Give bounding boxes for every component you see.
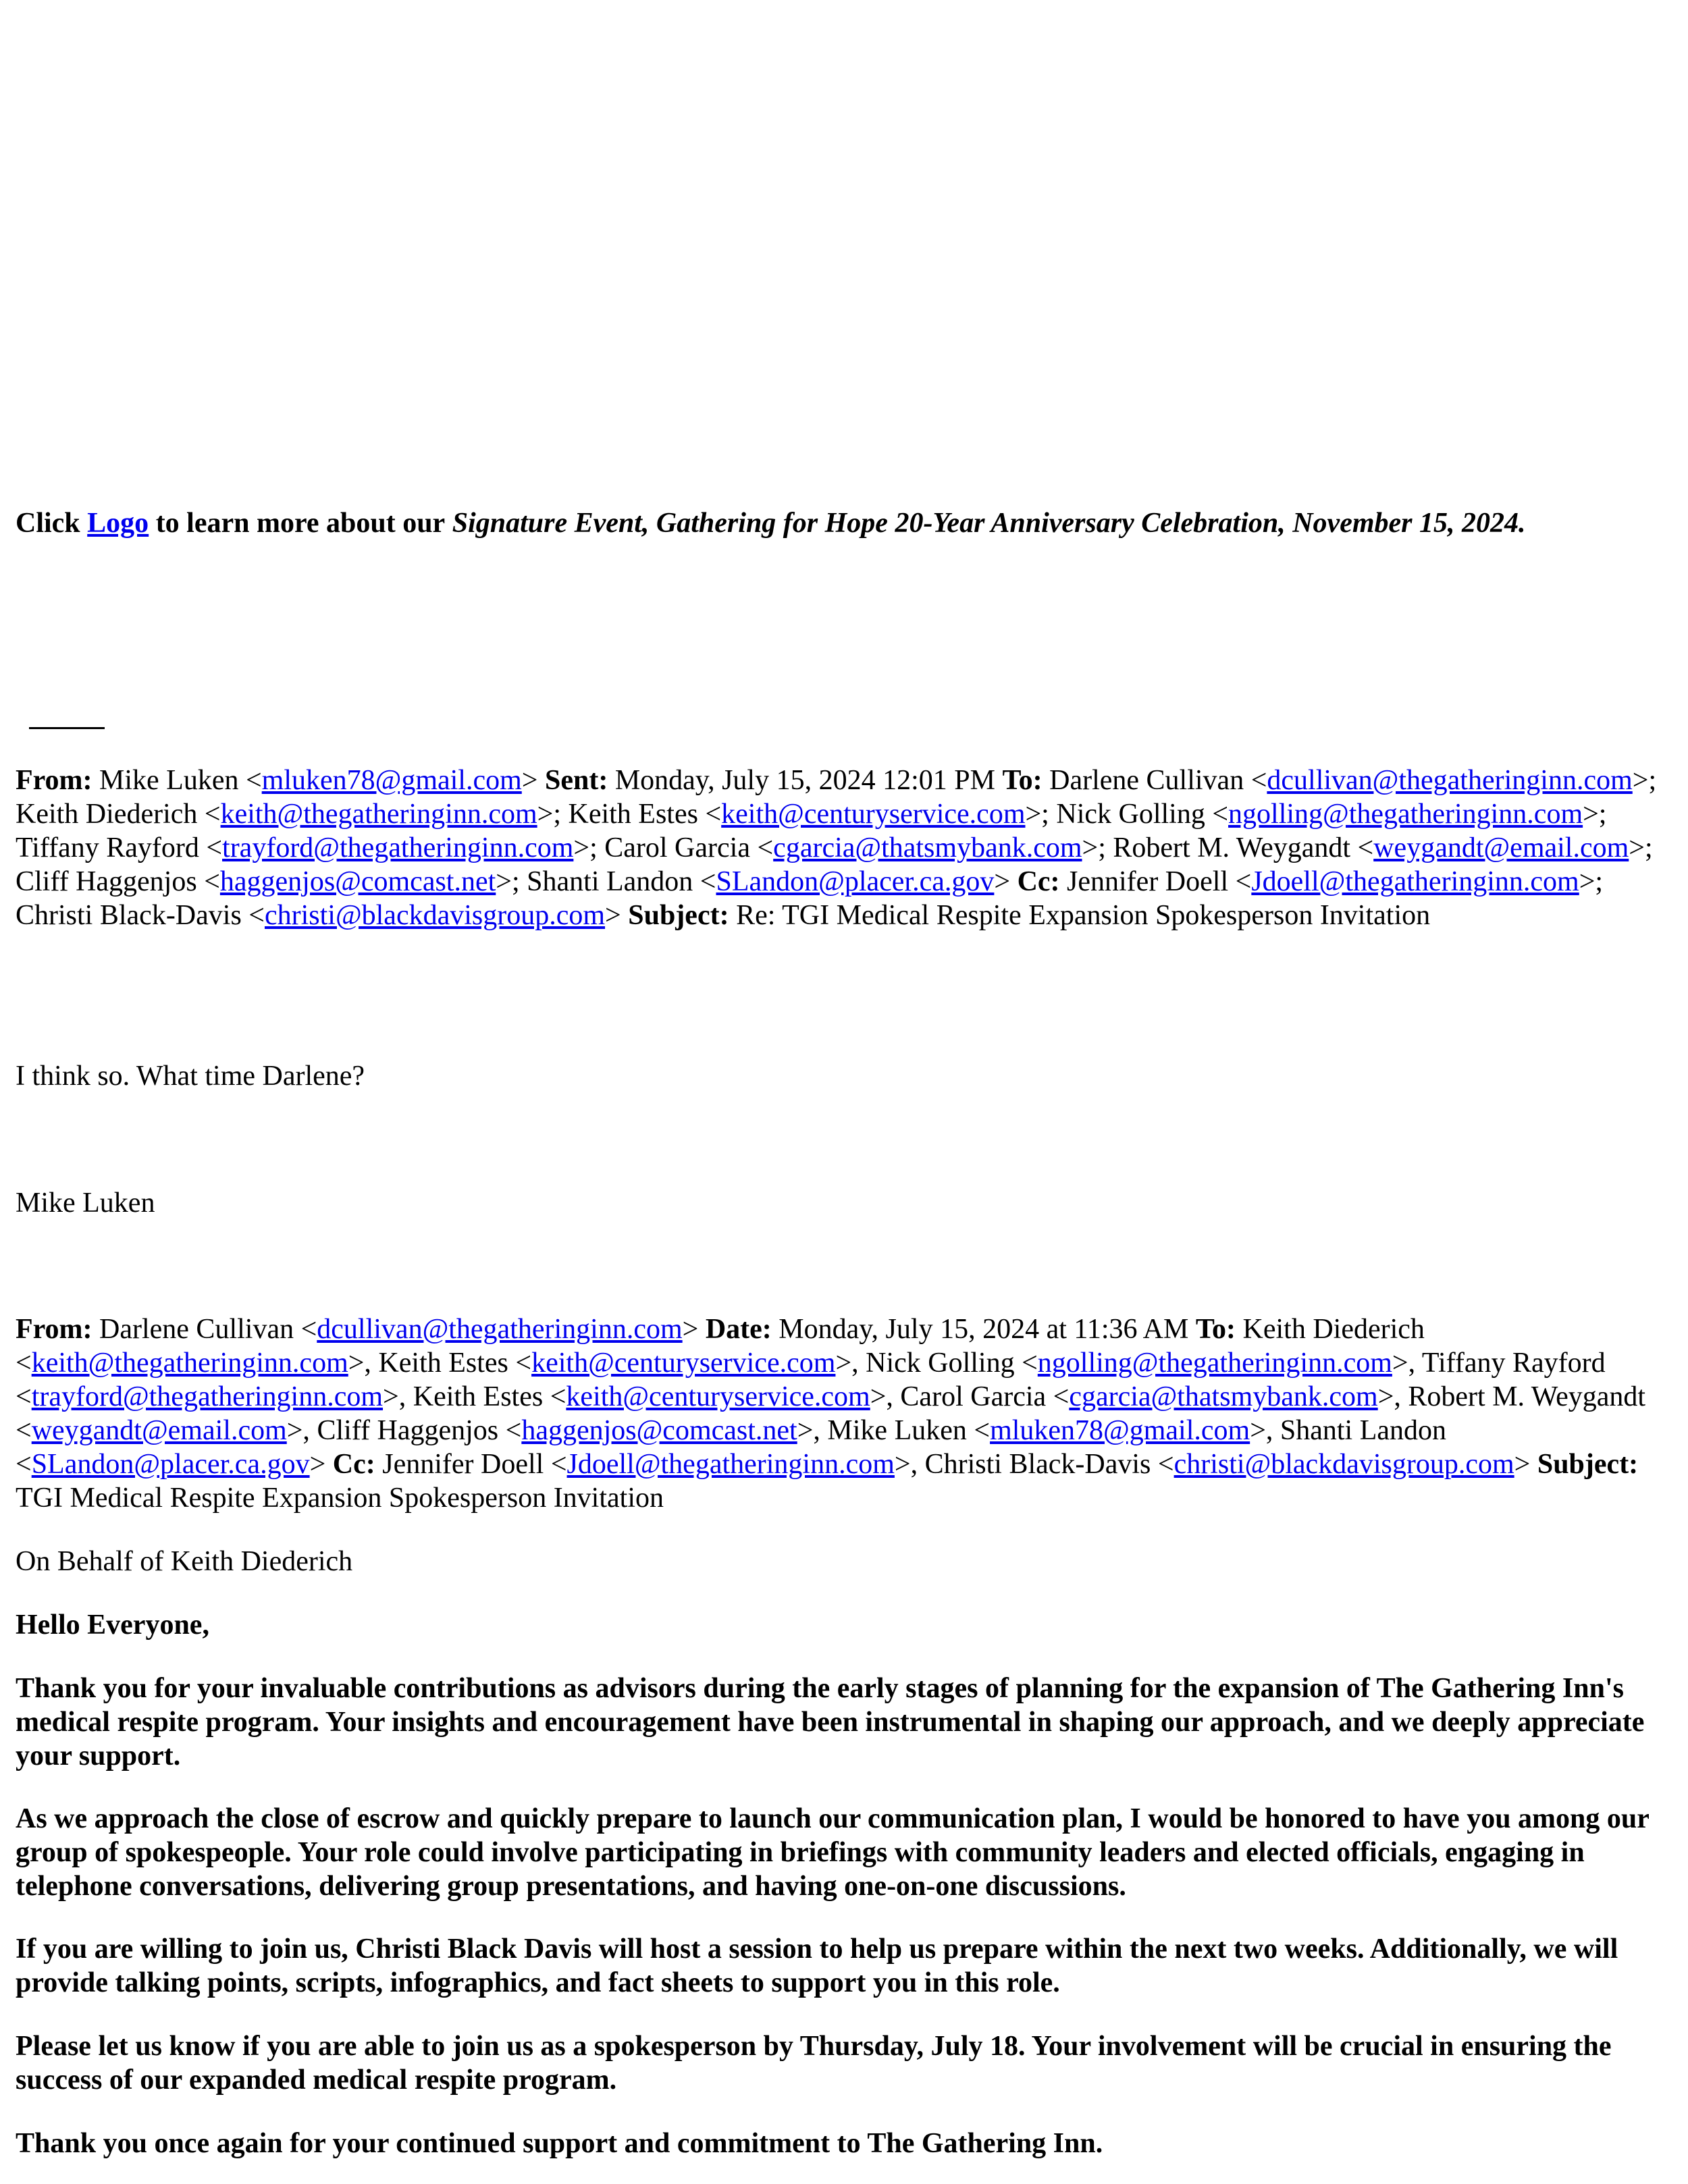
click-prefix: Click (16, 508, 80, 539)
recipient-email-link[interactable]: haggenjos@comcast.net (521, 1415, 797, 1446)
reply-body-text: I think so. What time Darlene? (16, 1061, 365, 1092)
from-label: From: (16, 1314, 93, 1345)
body-paragraph: As we approach the close of escrow and quickly prepare to launch our communication plan, I would be honored to have you among our group of spokespeople. Your role could involve participating in briefings with community leaders and elected officials, engaging in telephone conversations, delivering group presentations, and having one-on-one discussions. (16, 1803, 1650, 1902)
recipient-email-link[interactable]: weygandt@email.com (1373, 832, 1629, 863)
cc-email-link[interactable]: christi@blackdavisgroup.com (1173, 1449, 1514, 1480)
recipient: Mike Luken <mluken78@gmail.com>, (827, 1415, 1273, 1446)
cc-label: Cc: (332, 1449, 375, 1480)
recipient: Keith Estes <keith@centuryservice.com>, (413, 1381, 893, 1412)
body-paragraph: Please let us know if you are able to join us as a spokesperson by Thursday, July 18. Your involvement will be crucial in ensuring the success of our expanded medical respite program. (16, 2031, 1612, 2096)
recipient: Keith Estes <keith@centuryservice.com>, (378, 1348, 859, 1379)
subject-value: TGI Medical Respite Expansion Spokesperson Invitation (16, 1483, 664, 1514)
recipient-email-link[interactable]: trayford@thegatheringinn.com (222, 832, 574, 863)
recipient-email-link[interactable]: keith@centuryservice.com (531, 1348, 836, 1379)
recipient: Darlene Cullivan <dcullivan@thegatheringinn.com>; (1049, 765, 1657, 796)
cc-recipients (382, 1449, 1537, 1480)
logo-link[interactable]: Logo (87, 508, 149, 539)
cc-recipient: Christi Black-Davis <christi@blackdavisgroup.com> (924, 1449, 1531, 1480)
cc-email-link[interactable]: Jdoell@thegatheringinn.com (1251, 866, 1579, 897)
cc-recipient: Christi Black-Davis <christi@blackdavisgroup.com> (16, 900, 621, 931)
recipient: Nick Golling <ngolling@thegatheringinn.com>, (866, 1348, 1416, 1379)
recipient: Nick Golling <ngolling@thegatheringinn.com>; (1056, 799, 1607, 830)
to-label: To: (1195, 1314, 1236, 1345)
recipient: Carol Garcia <cgarcia@thatsmybank.com>, (900, 1381, 1401, 1412)
date-value: Monday, July 15, 2024 at 11:36 AM (779, 1314, 1189, 1345)
body-paragraph: If you are willing to join us, Christi Black Davis will host a session to help us prepare within the next two weeks. Additionally, we will provide talking points, scripts, infographics, and fact sheets to support you in this role. (16, 1934, 1618, 1998)
recipient-email-link[interactable]: haggenjos@comcast.net (219, 866, 496, 897)
event-middle-text: to learn more about our (155, 508, 446, 539)
event-signature-line (16, 506, 1677, 540)
cc-email-link[interactable]: christi@blackdavisgroup.com (264, 900, 606, 931)
recipient-email-link[interactable]: trayford@thegatheringinn.com (31, 1381, 384, 1412)
subject-label: Subject: (628, 900, 729, 931)
recipient: Keith Diederich <keith@thegatheringinn.com>, (16, 1314, 1425, 1379)
reply-signature: Mike Luken (16, 1188, 155, 1219)
from-email-link[interactable]: mluken78@gmail.com (261, 765, 522, 796)
recipient-email-link[interactable]: mluken78@gmail.com (990, 1415, 1250, 1446)
from-email-link[interactable]: dcullivan@thegatheringinn.com (317, 1314, 683, 1345)
original-header: From: Darlene Cullivan <dcullivan@thegatheringinn.com> Date: Monday, July 15, 2024 at 11:36 AM To: Keith Diederich <keith@thegatheringinn.com>, Keith Estes <keith@centuryservice.com>, Nick Golling <ngolling@thegatheringinn.com>, Tiffany Rayford <trayford@thegatheringinn.com>, Keith Estes <keith@centuryservice.com>, Carol Garcia <cgarcia@thatsmybank.com>, Robert M. Weygandt <weygandt@email.com>, Cliff Haggenjos <haggenjos@comcast.net>, Mike Luken <mluken78@gmail.com>, Shanti Landon <SLandon@placer.ca.gov> Cc: Jennifer Doell <Jdoell@thegatheringinn.com>, Christi Black-Davis <christi@blackdavisgroup.com> Subject: TGI Medical Respite Expansion Spokesperson Invitation (16, 1314, 1646, 1514)
recipient-email-link[interactable]: dcullivan@thegatheringinn.com (1267, 765, 1633, 796)
recipient: Shanti Landon <SLandon@placer.ca.gov> (527, 866, 1011, 897)
to-label: To: (1002, 765, 1043, 796)
recipient: Carol Garcia <cgarcia@thatsmybank.com>; (604, 832, 1106, 863)
sent-value: Monday, July 15, 2024 12:01 PM (614, 765, 995, 796)
reply-header: From: Mike Luken <mluken78@gmail.com> Sent: Monday, July 15, 2024 12:01 PM To: Darlene Cullivan <dcullivan@thegatheringinn.com>; Keith Diederich <keith@thegatheringinn.com>; Keith Estes <keith@centuryservice.com>; Nick Golling <ngolling@thegatheringinn.com>; Tiffany Rayford <trayford@thegatheringinn.com>; Carol Garcia <cgarcia@thatsmybank.com>; Robert M. Weygandt <weygandt@email.com>; Cliff Haggenjos <haggenjos@comcast.net>; Shanti Landon <SLandon@placer.ca.gov> Cc: Jennifer Doell <Jdoell@thegatheringinn.com>; Christi Black-Davis <christi@blackdavisgroup.com> Subject: Re: TGI Medical Respite Expansion Spokesperson Invitation (16, 765, 1657, 931)
recipient-email-link[interactable]: ngolling@thegatheringinn.com (1228, 799, 1583, 830)
event-title: Signature Event, Gathering for Hope 20-Year Anniversary Celebration, November 15, 2024. (452, 508, 1526, 539)
recipient: Tiffany Rayford <trayford@thegatheringinn.com>; (16, 832, 598, 863)
recipient-email-link[interactable]: keith@centuryservice.com (721, 799, 1026, 830)
from-name: Darlene Cullivan (99, 1314, 294, 1345)
recipient-email-link[interactable]: ngolling@thegatheringinn.com (1037, 1348, 1392, 1379)
header-separator (29, 727, 105, 729)
recipient-email-link[interactable]: keith@thegatheringinn.com (220, 799, 537, 830)
sent-label: Sent: (544, 765, 608, 796)
recipient: Shanti Landon <SLandon@placer.ca.gov> (16, 1415, 1447, 1480)
recipient: Cliff Haggenjos <haggenjos@comcast.net>; (16, 866, 520, 897)
date-label: Date: (705, 1314, 772, 1345)
recipient-email-link[interactable]: cgarcia@thatsmybank.com (1069, 1381, 1378, 1412)
recipient-email-link[interactable]: SLandon@placer.ca.gov (716, 866, 995, 897)
recipient-email-link[interactable]: weygandt@email.com (31, 1415, 287, 1446)
greeting: Hello Everyone, (16, 1609, 209, 1641)
body-paragraph: Thank you once again for your continued support and commitment to The Gathering Inn. (16, 2128, 1103, 2159)
cc-label: Cc: (1017, 866, 1060, 897)
from-label: From: (16, 765, 93, 796)
cc-recipient: Jennifer Doell <Jdoell@thegatheringinn.com>, (382, 1449, 918, 1480)
recipient-email-link[interactable]: SLandon@placer.ca.gov (31, 1449, 310, 1480)
cc-email-link[interactable]: Jdoell@thegatheringinn.com (566, 1449, 895, 1480)
recipient: Keith Diederich <keith@thegatheringinn.com>; (16, 799, 561, 830)
cc-recipient: Jennifer Doell <Jdoell@thegatheringinn.com>; (1067, 866, 1604, 897)
recipient: Robert M. Weygandt <weygandt@email.com>; (1113, 832, 1653, 863)
recipient-email-link[interactable]: keith@thegatheringinn.com (31, 1348, 348, 1379)
recipient: Keith Estes <keith@centuryservice.com>; (568, 799, 1049, 830)
subject-value: Re: TGI Medical Respite Expansion Spokesperson Invitation (736, 900, 1431, 931)
recipient: Cliff Haggenjos <haggenjos@comcast.net>, (317, 1415, 820, 1446)
body-paragraph: Thank you for your invaluable contributions as advisors during the early stages of planning for the expansion of The Gathering Inn's medical respite program. Your insights and encouragement have been instrumental in shaping our approach, and we deeply appreciate your support. (16, 1673, 1645, 1772)
recipient-email-link[interactable]: cgarcia@thatsmybank.com (773, 832, 1082, 863)
recipient: Tiffany Rayford <trayford@thegatheringinn.com>, (16, 1348, 1606, 1412)
subject-label: Subject: (1537, 1449, 1639, 1480)
on-behalf-line: On Behalf of Keith Diederich (16, 1546, 353, 1577)
recipient-email-link[interactable]: keith@centuryservice.com (566, 1381, 870, 1412)
recipient: Robert M. Weygandt <weygandt@email.com>, (16, 1381, 1646, 1446)
from-name: Mike Luken (99, 765, 239, 796)
